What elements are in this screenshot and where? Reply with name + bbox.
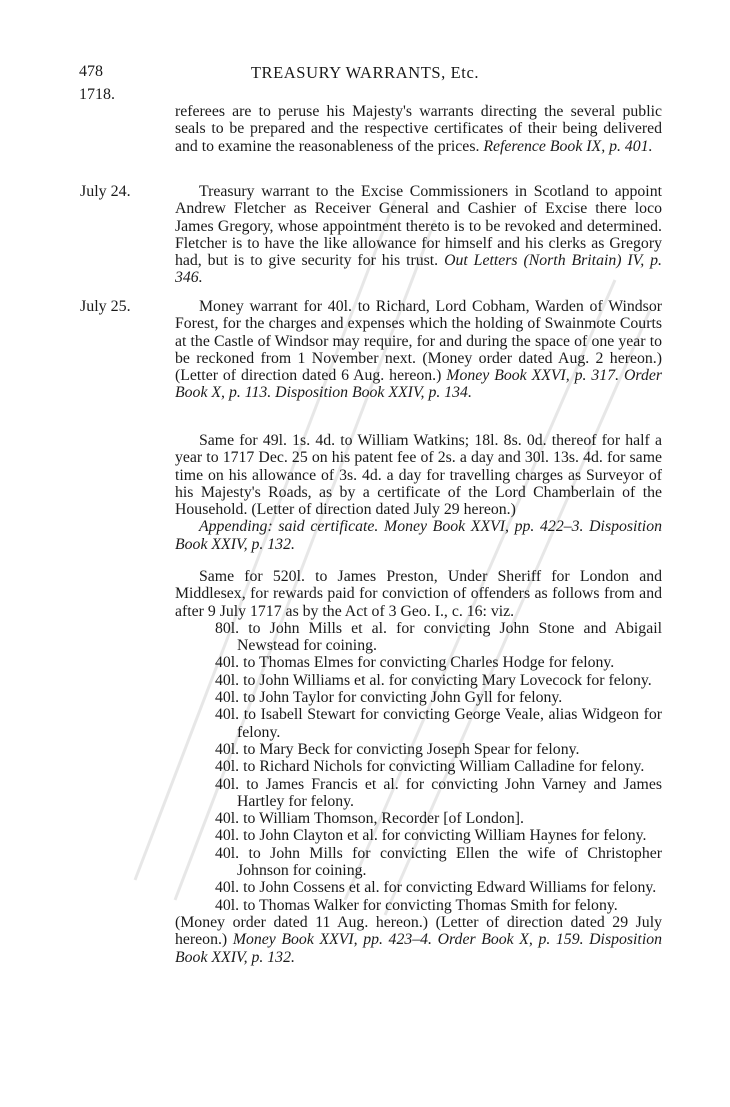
rewards-list <box>215 620 662 914</box>
running-title: TREASURY WARRANTS, Etc. <box>250 63 480 82</box>
entry-text: referees are to peruse his Majesty's warrants directing the several public seals to be prepared and the respective certificates of their being delivered and to examine the reasonableness of the prices. Reference Book IX, p. 401. <box>175 103 662 155</box>
list-item: 40l. to John Cossens et al. for convicting Edward Williams for felony. <box>215 879 657 897</box>
margin-year: 1718. <box>79 86 115 103</box>
list-item: 40l. to John Taylor for convicting John Gyll for felony. <box>215 689 563 707</box>
entry-preston <box>80 568 662 966</box>
entry-date: July 24. <box>80 183 131 200</box>
entry-reference: Out Letters (North Britain) IV, p. 346. <box>175 252 663 287</box>
list-item: 40l. to John Mills for convicting Ellen the wife of Christopher Johnson for coining. <box>215 844 662 880</box>
list-item: 40l. to John Williams et al. for convicting Mary Lovecock for felony. <box>215 671 652 689</box>
list-item: 40l. to Richard Nichols for convicting William Calladine for felony. <box>215 758 645 776</box>
entry-continuation <box>80 103 662 155</box>
list-item: 40l. to William Thomson, Recorder [of London]. <box>215 810 524 828</box>
page-header <box>77 63 653 85</box>
entry-date: July 25. <box>80 298 131 315</box>
entry-reference: Money Book XXVI, p. 317. Order Book X, p. 113. Disposition Book XXIV, p. 134. <box>175 367 662 402</box>
entry-reference: Money Book XXVI, pp. 423–4. Order Book X, p. 159. Disposition Book XXIV, p. 132. <box>175 931 663 966</box>
entry-watkins <box>80 432 662 553</box>
entry-text: Treasury warrant to the Excise Commissioners in Scotland to appoint Andrew Fletcher as Receiver General and Cashier of Excise there loco James Gregory, whose appointment thereto is to be revoked and determined. Fletcher is to have the like allowance for himself and his clerks as Gregory had, but is to give security for his trust. Out Letters (North Britain) IV, p. 346. <box>175 183 663 287</box>
entry-july-25 <box>80 298 662 402</box>
list-item: 40l. to Thomas Elmes for convicting Charles Hodge for felony. <box>215 654 615 672</box>
entry-text: Money warrant for 40l. to Richard, Lord Cobham, Warden of Windsor Forest, for the charges and expenses which the holding of Swainmote Courts at the Castle of Windsor may require, for and during the space of one year to be reckoned from 1 November next. (Money order dated Aug. 2 hereon.) (Letter of direction dated 6 Aug. hereon.) Money Book XXVI, p. 317. Order Book X, p. 113. Disposition Book XXIV, p. 134. <box>175 298 662 402</box>
list-item: 40l. to James Francis et al. for convicting John Varney and James Hartley for felony. <box>215 775 662 810</box>
page-number: 478 <box>79 63 103 80</box>
entry-reference: Reference Book IX, p. 401. <box>483 137 653 155</box>
entry-closing: (Money order dated 11 Aug. hereon.) (Letter of direction dated 29 July hereon.) Money Book XXVI, pp. 423–4. Order Book X, p. 159. Disposition Book XXIV, p. 132. <box>175 913 663 966</box>
entry-appending: Appending: said certificate. Money Book XXVI, pp. 422–3. Disposition Book XXIV, p. 132. <box>175 518 662 553</box>
entry-text: Same for 49l. 1s. 4d. to William Watkins; 18l. 8s. 0d. thereof for half a year to 1717 Dec. 25 on his patent fee of 2s. a day and 30l. 13s. 4d. for same time on his allowance of 3s. 4d. a day for travelling charges as Surveyor of his Majesty's Roads, as by a certificate of the Lord Chamberlain of the Household. (Letter of direction dated July 29 hereon.) <box>175 432 662 519</box>
list-item: 40l. to John Clayton et al. for convicting William Haynes for felony. <box>215 827 647 845</box>
list-item: 40l. to Mary Beck for convicting Joseph Spear for felony. <box>215 740 580 758</box>
list-item: 40l. to Thomas Walker for convicting Thomas Smith for felony. <box>215 896 618 914</box>
entry-reference: Money Book XXVI, pp. 422–3. Disposition Book XXIV, p. 132. <box>175 518 662 553</box>
list-item: 40l. to Isabell Stewart for convicting George Veale, alias Widgeon for felony. <box>215 706 662 741</box>
entry-july-24 <box>80 183 662 287</box>
list-item: 80l. to John Mills et al. for convicting John Stone and Abigail Newstead for coining. <box>215 619 662 655</box>
entry-text: Same for 520l. to James Preston, Under Sheriff for London and Middlesex, for rewards paid for conviction of offenders as follows from and after 9 July 1717 as by the Act of 3 Geo. I., c. 16: viz. <box>175 568 662 620</box>
